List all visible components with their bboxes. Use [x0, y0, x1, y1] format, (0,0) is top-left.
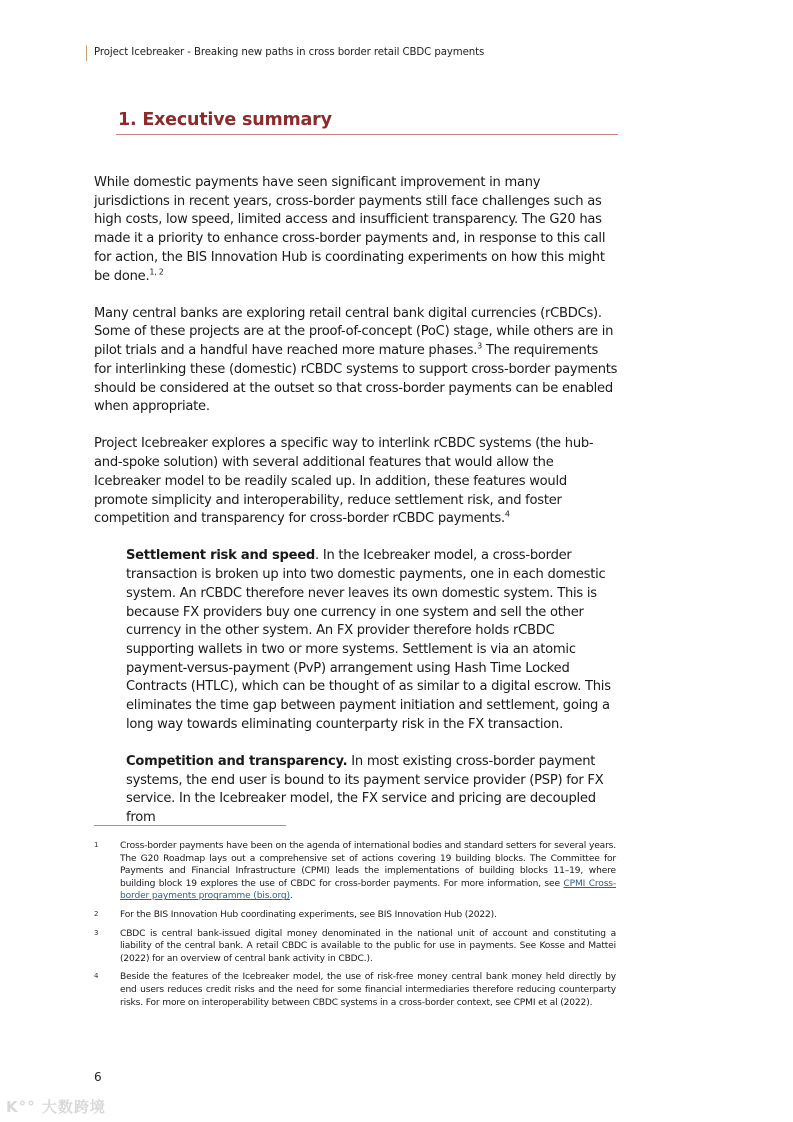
watermark-logo: K°° 大数跨境 — [6, 1098, 106, 1116]
feature-heading: Settlement risk and speed — [126, 548, 316, 564]
footnote-1: 1 Cross-border payments have been on the agenda of international bodies and standard setters for several years. The G20 Roadmap lays out a comprehensive set of actions covering 19 building blocks. The Committee for Payments and Financial Infrastructure (CPMI) leads the implementations of building blocks 11–19, where building block 19 explores the use of CBDC for cross-border payments. For more information, see CPMI Cross-border payments programme (bis.org). — [94, 841, 616, 902]
footnote-ref[interactable]: 4 — [504, 509, 510, 519]
footnote-ref[interactable]: 1, 2 — [149, 267, 164, 277]
footnotes — [94, 840, 616, 1015]
running-header: Project Icebreaker - Breaking new paths in cross border retail CBDC payments — [86, 45, 484, 61]
cpmi-link[interactable]: CPMI Cross-border payments programme (bis.org) — [120, 878, 616, 902]
feature-settlement: Settlement risk and speed. In the Icebreaker model, a cross-border transaction is broken up into two domestic payments, one in each domestic system. An rCBDC therefore never leaves its own domestic system. This is because FX providers buy one currency in one system and sell the other currency in the other system. An FX provider therefore holds rCBDC supporting wallets in two or more systems. Settlement is via an atomic payment-versus-payment (PvP) arrangement using Hash Time Locked Contracts (HTLC), which can be thought of as similar to a digital escrow. This eliminates the time gap between payment initiation and settlement, going a long way towards eliminating counterparty risk in the FX transaction. — [126, 548, 611, 732]
paragraph-rcbdc: Many central banks are exploring retail central bank digital currencies (rCBDCs). Some of these projects are at the proof-of-concept (PoC) stage, while others are in pilot trials and a handful have reached more mature phases.$^3$ The requirements for interlinking these (domestic) rCBDC systems to support cross-border payments should be considered at the outset so that cross-border payments can be enabled when appropriate. — [94, 305, 618, 415]
feature-heading: Competition and transparency. — [126, 753, 348, 769]
footnote-3: 3 CBDC is central bank-issued digital money denominated in the national unit of account and constituting a liability of the central bank. A retail CBDC is available to the public for use in payments. See Kosse and Mattei (2022) for an overview of central bank activity in CBDC.). — [94, 928, 616, 964]
footnote-4: 4 Beside the features of the Icebreaker model, the use of risk-free money central bank money held directly by end users reduces credit risks and the need for some financial intermediaries therefore reducing counterparty risks. For more on interoperability between CBDC systems in a cross-border context, see CPMI et al (2022). — [94, 972, 616, 1008]
body-text — [94, 174, 619, 846]
section-title: 1. Executive summary — [118, 110, 332, 130]
footnote-separator — [94, 825, 286, 826]
paragraph-intro: While domestic payments have seen significant improvement in many jurisdictions in recent years, cross-border payments still face challenges such as high costs, low speed, limited access and insufficient transparency. The G20 has made it a priority to enhance cross-border payments and, in response to this call for action, the BIS Innovation Hub is coordinating experiments on how this might be done.$^{1, 2}$ — [94, 175, 606, 284]
footnote-ref[interactable]: 3 — [477, 341, 483, 351]
feature-competition: Competition and transparency. In most existing cross-border payment systems, the end user is bound to its payment service provider (PSP) for FX service. In the Icebreaker model, the FX service and pricing are decoupled from — [126, 753, 604, 826]
footnote-2: 2 For the BIS Innovation Hub coordinating experiments, see BIS Innovation Hub (2022). — [94, 909, 497, 920]
page-number: 6 — [94, 1070, 102, 1084]
title-underline — [116, 134, 618, 135]
paragraph-icebreaker: Project Icebreaker explores a specific way to interlink rCBDC systems (the hub-and-spoke solution) with several additional features that would allow the Icebreaker model to be readily scaled up. In addition, these features would promote simplicity and interoperability, reduce settlement risk, and foster competition and transparency for cross-border rCBDC payments.$^4$ — [94, 436, 594, 527]
